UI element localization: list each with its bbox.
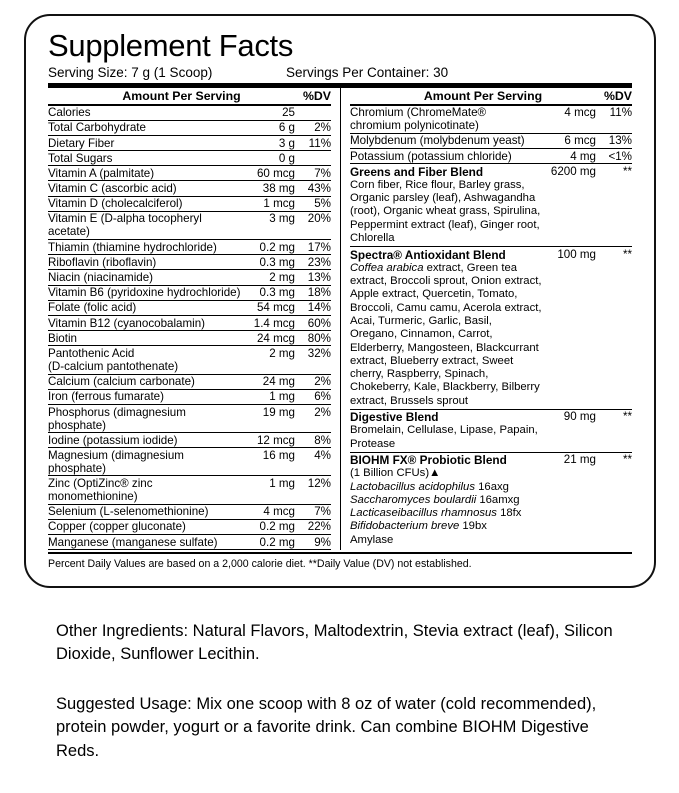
nutrient-dv: <1% [596,148,632,163]
nutrient-amount: 24 mg [241,374,295,389]
nutrient-name: Folate (folic acid) [48,300,241,315]
nutrient-name: Vitamin D (cholecalciferol) [48,196,241,211]
nutrient-dv [295,106,331,121]
facts-column-right [340,88,632,551]
blend-title: Greens and Fiber Blend [350,164,484,179]
nutrient-amount: 0.2 mg [241,240,295,255]
nutrient-dv: 8% [295,433,331,448]
blend-row [350,164,632,247]
table-row [48,315,331,330]
table-row [48,181,331,196]
suggested-usage-text: Mix one scoop with 8 oz of water (cold recommended), protein powder, yogurt or a favorite drink. Can combine BIOHM Digestive Reds. [56,694,597,760]
nutrient-name: Biotin [48,331,241,346]
nutrient-dv: 6% [295,389,331,404]
blend-strain: Lacticaseibacillus rhamnosus 18fx [350,507,522,520]
nutrient-name: Dietary Fiber [48,135,241,150]
nutrient-name: Calories [48,106,241,121]
table-row [48,255,331,270]
table-row [48,285,331,300]
nutrient-amount: 2 mg [241,346,295,374]
other-ingredients-label: Other Ingredients: [56,622,189,640]
nutrient-dv: 18% [295,285,331,300]
nutrient-dv: 9% [295,535,331,550]
table-row [48,166,331,181]
nutrient-dv: 7% [295,504,331,519]
nutrient-amount: 12 mcg [241,433,295,448]
nutrient-dv: 2% [295,404,331,432]
table-row [350,106,632,134]
blend-amount: 6200 mg [542,164,596,247]
nutrient-name: Vitamin E (D-alpha tocopheryl acetate) [48,211,241,239]
nutrient-name: Magnesium (dimagnesium phosphate) [48,448,241,476]
header-amount-left: Amount Per Serving [122,88,241,103]
blend-content [350,409,542,452]
nutrient-amount: 60 mcg [241,166,295,181]
nutrient-name: Zinc (OptiZinc® zinc monomethionine) [48,476,241,504]
blend-amount: 90 mg [542,409,596,452]
nutrient-amount: 54 mcg [241,300,295,315]
page-title: Supplement Facts [48,28,294,63]
nutrient-table-right [350,106,632,548]
table-row [48,240,331,255]
nutrient-amount: 19 mg [241,404,295,432]
nutrient-name: Selenium (L-selenomethionine) [48,504,241,519]
nutrient-name: Total Carbohydrate [48,120,241,135]
blend-dv: ** [596,164,632,247]
nutrient-amount: 0.2 mg [241,519,295,534]
nutrient-dv: 20% [295,211,331,239]
nutrient-dv: 11% [295,135,331,150]
nutrient-amount: 2 mg [241,270,295,285]
table-row [48,404,331,432]
table-row [48,211,331,239]
footnote: Percent Daily Values are based on a 2,000 calorie diet. **Daily Value (DV) not established. [48,558,472,571]
blend-title: Spectra® Antioxidant Blend [350,247,506,262]
nutrient-name: Vitamin B12 (cyanocobalamin) [48,315,241,330]
nutrient-dv: 13% [295,270,331,285]
table-row [48,270,331,285]
nutrient-amount: 1 mg [241,389,295,404]
below-panel-text [56,620,636,789]
table-row [48,448,331,476]
supplement-facts-panel [24,14,656,588]
blend-body: Coffea arabica extract, Green tea extract, Broccoli sprout, Onion extract, Apple extract, Quercetin, Tomato, Broccoli, Camu camu, Acerola extract, Acai, Turmeric, Garlic, Basil, Oregano, Cinnamon, Carrot, Elderberry, Mangosteen, Blackcurrant extract, Blueberry extract, Sweet cherry, Raspberry, Spinach, Chokeberry, Kale, Blackberry, Bilberry extract, Brussels sprout [350,261,542,407]
suggested-usage-label: Suggested Usage: [56,694,192,713]
nutrient-name: Potassium (potassium chloride) [350,148,542,163]
nutrient-name: Iodine (potassium iodide) [48,433,241,448]
blend-title: Digestive Blend [350,410,439,425]
blend-dv: ** [596,246,632,409]
nutrient-amount: 0 g [241,151,295,166]
table-row [48,433,331,448]
table-row [48,135,331,150]
nutrient-amount: 4 mg [542,148,596,163]
nutrient-name: Chromium (ChromeMate® chromium polynicotinate) [350,106,542,134]
nutrient-name: Iron (ferrous fumarate) [48,389,241,404]
nutrient-dv: 23% [295,255,331,270]
table-row [48,519,331,534]
nutrient-dv: 14% [295,300,331,315]
nutrient-dv: 7% [295,166,331,181]
table-row [48,535,331,550]
servings-per-container: Servings Per Container: 30 [286,64,449,80]
nutrient-dv: 32% [295,346,331,374]
nutrient-name: Calcium (calcium carbonate) [48,374,241,389]
table-row [48,331,331,346]
nutrient-amount: 4 mcg [241,504,295,519]
nutrient-amount: 1.4 mcg [241,315,295,330]
blend-row [350,452,632,548]
blend-body: Corn fiber, Rice flour, Barley grass, Organic parsley (leaf), Ashwagandha (root), Organic wheat grass, Spirulina, Peppermint extract (leaf), Ginger root, Chlorella [350,178,541,245]
other-ingredients-text: Natural Flavors, Maltodextrin, Stevia extract (leaf), Silicon Dioxide, Sunflower Lecithin. [56,622,613,664]
nutrient-name: Thiamin (thiamine hydrochloride) [48,240,241,255]
nutrient-name: Vitamin C (ascorbic acid) [48,181,241,196]
nutrient-amount: 1 mcg [241,196,295,211]
table-row [48,196,331,211]
nutrient-name: Molybdenum (molybdenum yeast) [350,133,542,148]
blend-content [350,452,542,548]
nutrient-table-left [48,106,331,551]
table-row [48,504,331,519]
nutrient-name: Copper (copper gluconate) [48,519,241,534]
nutrient-dv: 5% [295,196,331,211]
nutrient-amount: 6 mcg [542,133,596,148]
facts-columns [48,88,632,551]
suggested-usage [56,693,636,763]
nutrient-amount: 0.3 mg [241,285,295,300]
nutrient-amount: 16 mg [241,448,295,476]
nutrient-name: Phosphorus (dimagnesium phosphate) [48,404,241,432]
nutrient-dv [295,151,331,166]
header-dv-left: %DV [302,88,331,103]
header-dv-right: %DV [603,88,632,103]
table-row [48,120,331,135]
table-row [48,476,331,504]
blend-row [350,409,632,452]
blend-row [350,246,632,409]
table-row [48,151,331,166]
blend-body: Bromelain, Cellulase, Lipase, Papain, Protease [350,424,538,450]
nutrient-name: Pantothenic Acid (D-calcium pantothenate) [48,346,241,374]
blend-dv: ** [622,453,632,467]
header-amount-right: Amount Per Serving [423,88,543,103]
blend-content [350,164,542,247]
serving-info [48,65,632,80]
nutrient-name: Riboflavin (riboflavin) [48,255,241,270]
serving-size: Serving Size: 7 g (1 Scoop) [48,64,213,80]
nutrient-amount: 3 mg [241,211,295,239]
blend-amount: 21 mg [563,453,596,467]
blend-strain: Lactobacillus acidophilus 16axg [350,480,509,493]
table-row [48,106,331,121]
nutrient-dv: 11% [596,106,632,134]
nutrient-name: Vitamin B6 (pyridoxine hydrochloride) [48,286,241,300]
nutrient-name: Vitamin A (palmitate) [48,166,241,181]
nutrient-amount: 24 mcg [241,331,295,346]
nutrient-amount: 25 [241,106,295,121]
nutrient-dv: 60% [295,315,331,330]
column-header-right [350,88,632,104]
nutrient-name: Manganese (manganese sulfate) [48,535,241,550]
nutrient-dv: 13% [596,133,632,148]
table-row [48,374,331,389]
nutrient-dv: 12% [295,476,331,504]
nutrient-amount: 0.3 mg [241,255,295,270]
table-row [350,133,632,148]
blend-title: BIOHM FX® Probiotic Blend [350,453,507,468]
blend-strain: Bifidobacterium breve 19bx [350,520,487,533]
other-ingredients [56,620,636,667]
nutrient-dv: 22% [295,519,331,534]
blend-content [350,246,542,409]
nutrient-name: Total Sugars [48,151,241,166]
nutrient-amount: 38 mg [241,181,295,196]
nutrient-amount: 0.2 mg [241,535,295,550]
table-row [350,148,632,163]
facts-column-left [48,88,340,551]
nutrient-dv: 80% [295,331,331,346]
nutrient-amount: 3 g [241,135,295,150]
nutrient-amount: 6 g [241,120,295,135]
column-header-left [48,88,331,104]
nutrient-dv: 17% [295,240,331,255]
blend-dv: ** [596,409,632,452]
nutrient-dv: 4% [295,448,331,476]
blend-strain: Amylase [350,533,394,546]
nutrient-amount: 1 mg [241,476,295,504]
blend-amount: 100 mg [542,246,596,409]
blend-strain: Saccharomyces boulardii 16amxg [350,493,520,506]
nutrient-dv: 2% [295,120,331,135]
table-row [48,346,331,374]
nutrient-dv: 2% [295,374,331,389]
nutrient-dv: 43% [295,181,331,196]
table-row [48,389,331,404]
table-row [48,300,331,315]
nutrient-name: Niacin (niacinamide) [48,270,241,285]
blend-subtitle: (1 Billion CFUs)▲ [350,467,441,480]
nutrient-amount: 4 mcg [542,106,596,134]
